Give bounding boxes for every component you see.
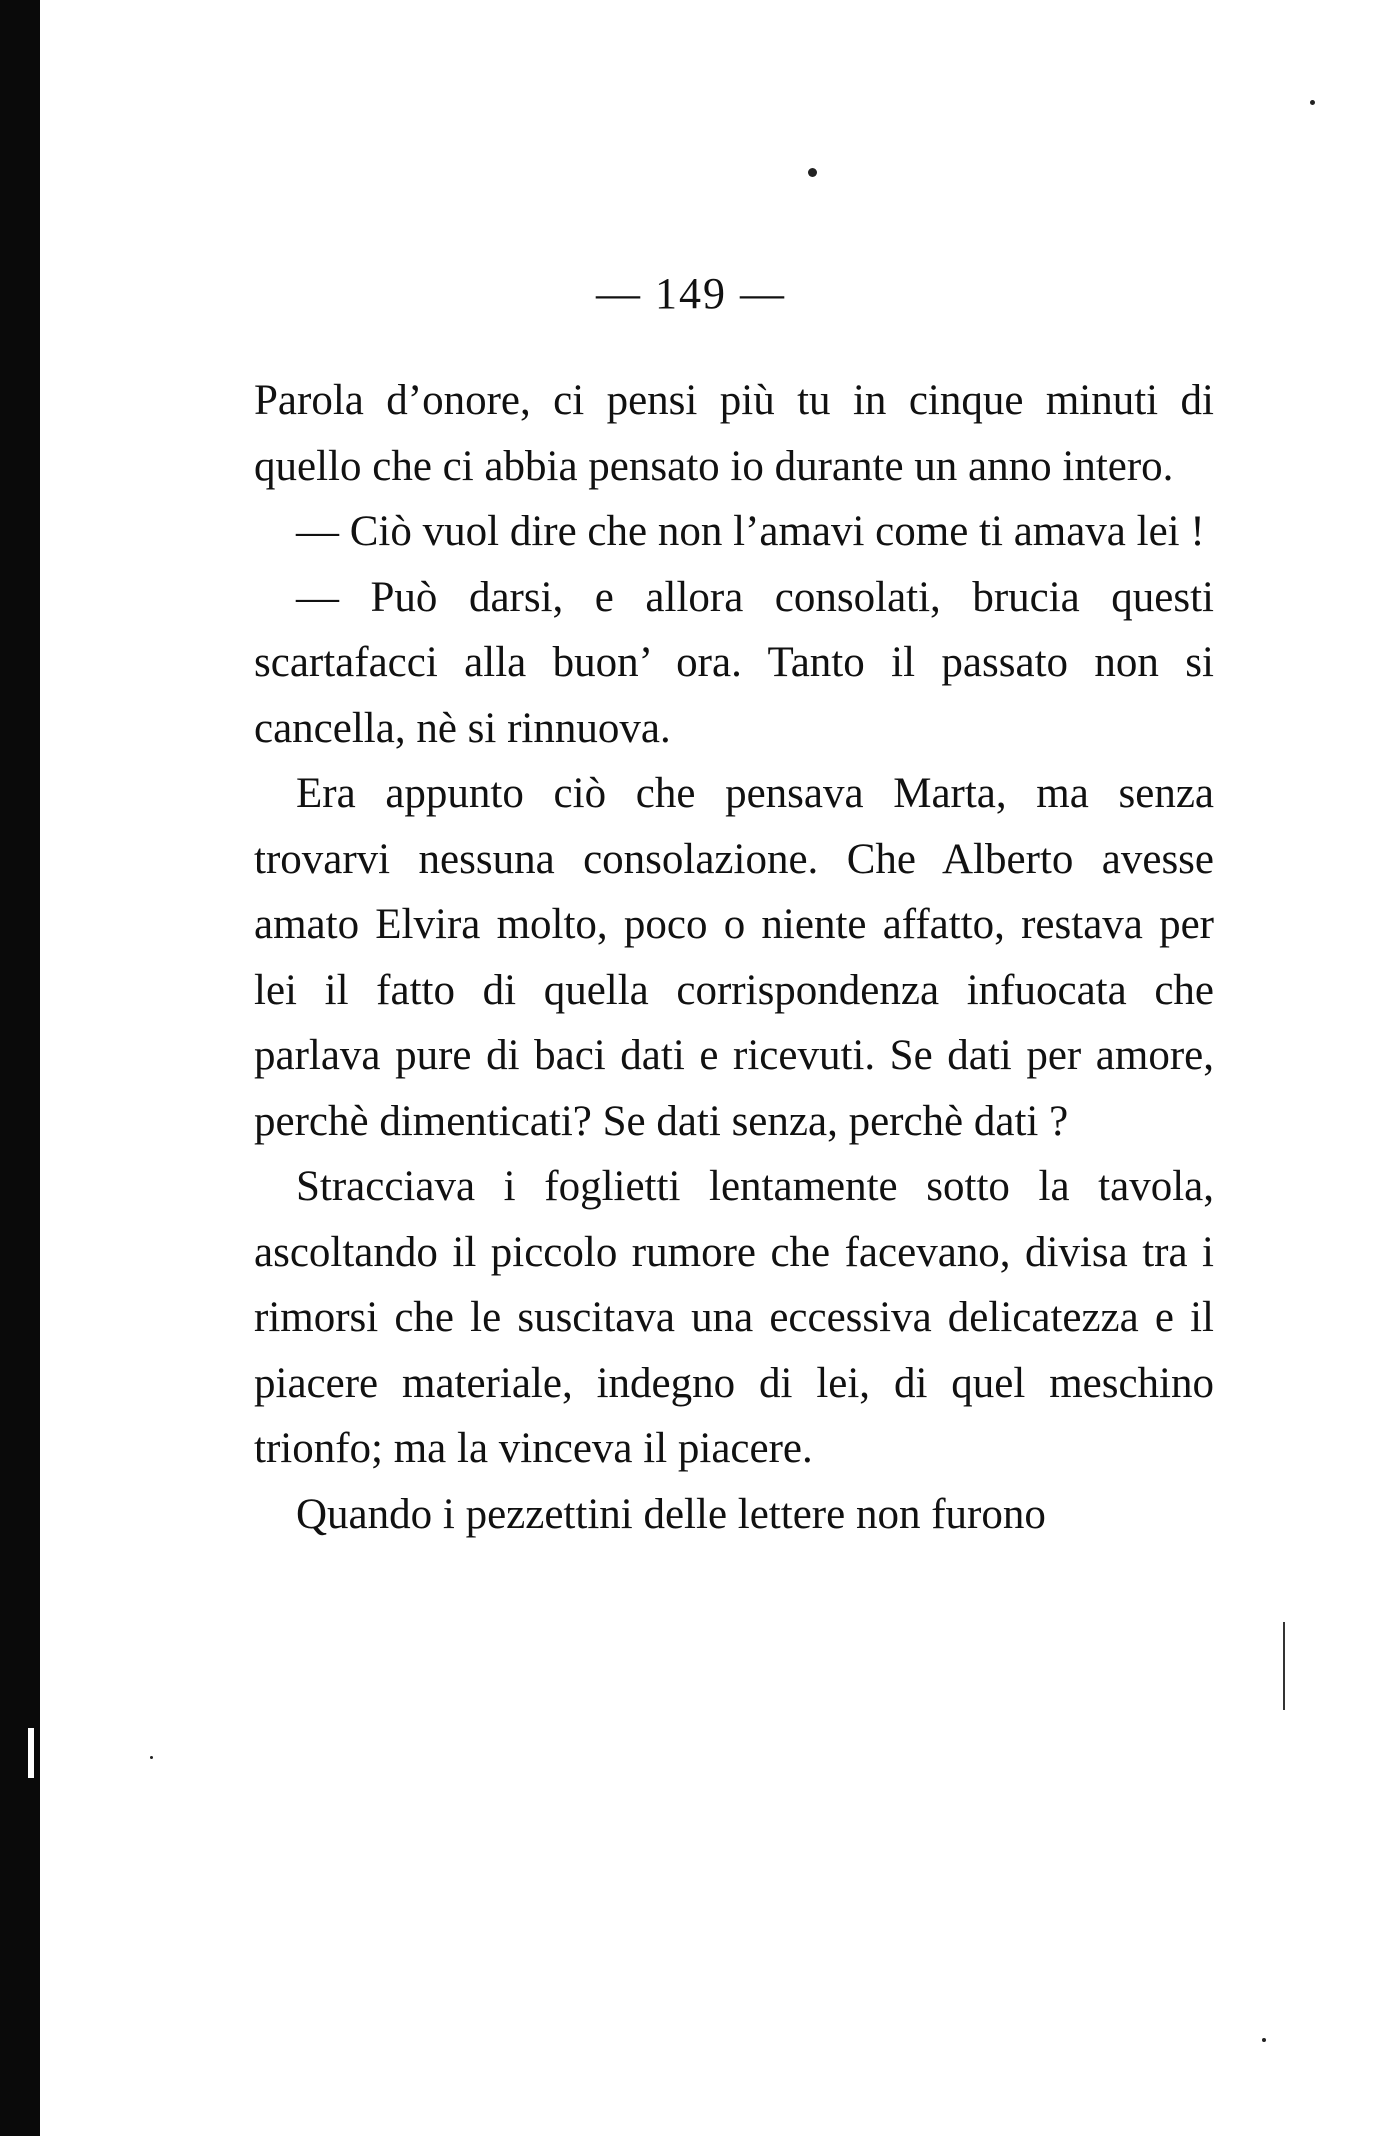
paragraph: — Può darsi, e allora consolati, brucia questi scartafacci alla buon’ ora. Tanto il passato non si cancella, nè si rinnuova. bbox=[254, 573, 1214, 752]
paragraph: Era appunto ciò che pensava Marta, ma senza trovarvi nessuna consolazione. Che Alberto avesse amato Elvira molto, poco o niente affatto, restava per lei il fatto di quella corrispondenza infuocata che parlava pure di baci dati e ricevuti. Se dati per amore, perchè dimenticati? Se dati senza, perchè dati ? bbox=[254, 770, 1214, 1145]
ink-speck bbox=[150, 1756, 153, 1759]
binding-edge bbox=[0, 0, 40, 2136]
paragraph: Parola d’onore, ci pensi più tu in cinque minuti di quello che ci abbia pensato io durante un anno intero. bbox=[254, 377, 1214, 490]
margin-mark bbox=[1283, 1622, 1285, 1710]
paragraph: — Ciò vuol dire che non l’amavi come ti amava lei ! bbox=[296, 508, 1205, 555]
binding-nick bbox=[28, 1728, 34, 1778]
page-number: — 149 — bbox=[596, 269, 786, 318]
ink-speck bbox=[1310, 100, 1315, 105]
ink-speck bbox=[808, 168, 817, 177]
body-text bbox=[254, 368, 1214, 1547]
paragraph: Stracciava i foglietti lentamente sotto la tavola, ascoltando il piccolo rumore che facevano, divisa tra i rimorsi che le suscitava una eccessiva delicatezza e il piacere materiale, indegno di lei, di quel meschino trionfo; ma la vinceva il piacere. bbox=[254, 1163, 1214, 1472]
paragraph: Quando i pezzettini delle lettere non furono bbox=[296, 1490, 1046, 1538]
ink-speck bbox=[1262, 2038, 1266, 2042]
